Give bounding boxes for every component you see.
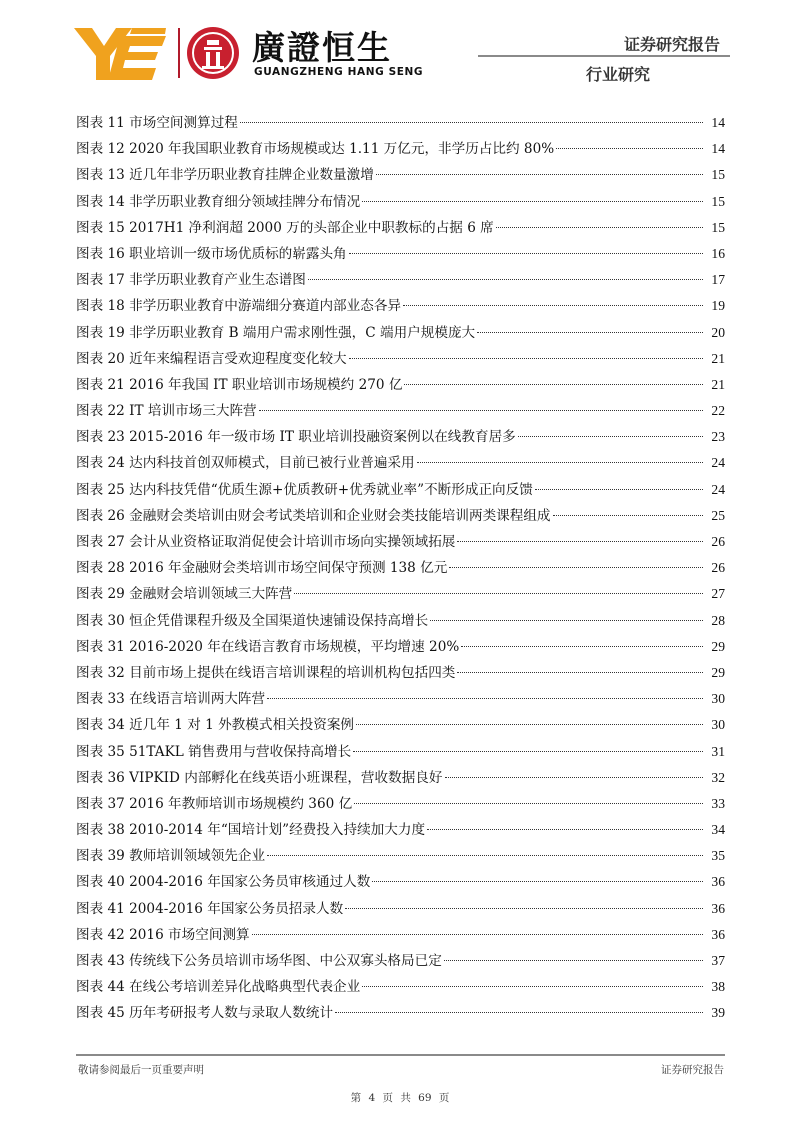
- toc-entry[interactable]: [76, 529, 725, 555]
- toc-entry-page: 26: [711, 560, 725, 576]
- toc-entry-page: 34: [711, 822, 725, 838]
- toc-entry-label: 图表 40 2004-2016 年国家公务员审核通过人数: [76, 874, 371, 891]
- toc-leader-dots: [553, 515, 703, 516]
- toc-leader-dots: [267, 855, 703, 856]
- toc-entry-label: 图表 13 近几年非学历职业教育挂牌企业数量激增: [76, 167, 374, 184]
- toc-entry-page: 29: [711, 638, 725, 654]
- toc-entry-label: 图表 27 会计从业资格证取消促使会计培训市场向实操领域拓展: [76, 534, 456, 550]
- toc-entry[interactable]: [76, 267, 725, 293]
- toc-entry-label: 图表 23 2015-2016 年一级市场 IT 职业培训投融资案例以在线教育居多: [76, 429, 516, 446]
- toc-leader-dots: [349, 358, 703, 359]
- toc-entry[interactable]: [76, 241, 725, 267]
- toc-entry[interactable]: [76, 581, 725, 607]
- page-number: 第 4 页 共 69 页: [350, 1092, 450, 1104]
- toc-entry-label: 图表 25 达内科技凭借“优质生源+优质教研+优秀就业率”不断形成正向反馈: [76, 481, 533, 498]
- toc-leader-dots: [417, 462, 703, 463]
- toc-entry-label: 图表 16 职业培训一级市场优质标的崭露头角: [76, 245, 347, 262]
- toc-entry[interactable]: [76, 320, 725, 346]
- toc-entry[interactable]: [76, 189, 725, 215]
- toc-entry-label: 图表 43 传统线下公务员培训市场华图、中公双寡头格局已定: [76, 953, 442, 969]
- toc-leader-dots: [259, 410, 703, 411]
- toc-leader-dots: [345, 908, 703, 909]
- toc-entry[interactable]: [76, 660, 725, 686]
- toc-entry[interactable]: [76, 739, 725, 765]
- toc-leader-dots: [430, 620, 703, 621]
- toc-entry-label: 图表 12 2020 年我国职业教育市场规模或达 1.11 万亿元，非学历占比约 80%: [76, 141, 555, 158]
- toc-entry-label: 图表 22 IT 培训市场三大阵营: [76, 403, 257, 420]
- toc-entry[interactable]: [76, 450, 725, 476]
- report-type: 证券研究报告: [623, 35, 720, 54]
- toc-entry-label: 图表 34 近几年 1 对 1 外教模式相关投资案例: [76, 717, 355, 734]
- brand-name-en: GUANGZHENG HANG SENG: [254, 66, 424, 78]
- toc-leader-dots: [518, 436, 703, 437]
- toc-entry[interactable]: [76, 503, 725, 529]
- footer-rule: [76, 1054, 725, 1056]
- toc-entry-label: 图表 20 近年来编程语言受欢迎程度变化较大: [76, 350, 347, 367]
- toc-entry[interactable]: [76, 424, 725, 450]
- toc-leader-dots: [449, 567, 703, 568]
- toc-entry[interactable]: [76, 215, 725, 241]
- toc-entry-label: 图表 28 2016 年金融财会类培训市场空间保守预测 138 亿元: [76, 560, 448, 577]
- gzhs-seal-icon: [186, 26, 240, 80]
- toc-entry[interactable]: [76, 110, 725, 136]
- toc-entry-page: 27: [711, 586, 725, 602]
- toc-entry-page: 24: [711, 481, 725, 497]
- toc-entry-label: 图表 29 金融财会培训领域三大阵营: [76, 586, 293, 603]
- footer-report-type: 证券研究报告: [661, 1064, 724, 1076]
- toc-entry-label: 图表 42 2016 市场空间测算: [76, 926, 250, 943]
- toc-entry-page: 39: [711, 1005, 725, 1021]
- toc-entry-page: 28: [711, 612, 725, 628]
- toc-entry-page: 30: [711, 691, 725, 707]
- toc-leader-dots: [294, 593, 703, 594]
- toc-entry-page: 33: [711, 795, 725, 811]
- toc-entry[interactable]: [76, 712, 725, 738]
- header-rule: [478, 55, 730, 57]
- toc-entry-page: 15: [711, 219, 725, 235]
- toc-entry[interactable]: [76, 843, 725, 869]
- toc-entry-label: 图表 30 恒企凭借课程升级及全国渠道快速铺设保持高增长: [76, 612, 429, 629]
- toc-entry-label: 图表 44 在线公考培训差异化战略典型代表企业: [76, 979, 361, 996]
- toc-entry[interactable]: [76, 162, 725, 188]
- toc-entry-page: 21: [711, 350, 725, 366]
- toc-leader-dots: [267, 698, 703, 699]
- logo-separator: [178, 28, 180, 78]
- toc-entry-page: 26: [711, 534, 725, 549]
- toc-entry-page: 31: [711, 743, 725, 759]
- toc-entry-page: 23: [711, 429, 725, 445]
- toc-entry-label: 图表 14 非学历职业教育细分领域挂牌分布情况: [76, 193, 361, 210]
- toc-leader-dots: [477, 332, 703, 333]
- toc-leader-dots: [362, 986, 703, 987]
- ye-logo-icon: [74, 24, 166, 82]
- toc-entry[interactable]: [76, 477, 725, 503]
- page-header: [0, 0, 800, 100]
- toc-leader-dots: [444, 960, 703, 961]
- toc-entry-page: 25: [711, 507, 725, 523]
- toc-leader-dots: [353, 751, 703, 752]
- toc-entry-page: 36: [711, 900, 725, 916]
- toc-leader-dots: [376, 174, 703, 175]
- toc-entry-label: 图表 36 VIPKID 内部孵化在线英语小班课程，营收数据良好: [76, 769, 443, 786]
- toc-entry-page: 30: [711, 717, 725, 733]
- toc-entry[interactable]: [76, 948, 725, 974]
- toc-leader-dots: [556, 148, 703, 149]
- toc-entry[interactable]: [76, 346, 725, 372]
- toc-leader-dots: [404, 384, 703, 385]
- toc-entry-page: 20: [711, 324, 725, 340]
- brand-name-cn: 廣證恒生: [252, 28, 392, 67]
- toc-entry-label: 图表 41 2004-2016 年国家公务员招录人数: [76, 900, 344, 917]
- toc-entry-label: 图表 45 历年考研报考人数与录取人数统计: [76, 1005, 334, 1022]
- toc-entry-page: 15: [711, 167, 725, 183]
- toc-entry-label: 图表 11 市场空间测算过程: [76, 115, 238, 131]
- toc-entry-page: 22: [711, 403, 725, 419]
- toc-leader-dots: [335, 1012, 703, 1013]
- toc-entry[interactable]: [76, 136, 725, 162]
- toc-entry-page: 21: [711, 376, 725, 392]
- toc-entry-page: 32: [711, 769, 725, 785]
- toc-entry[interactable]: [76, 372, 725, 398]
- toc-entry-label: 图表 26 金融财会类培训由财会考试类培训和企业财会类技能培训两类课程组成: [76, 507, 551, 524]
- toc-entry[interactable]: [76, 293, 725, 319]
- toc-leader-dots: [445, 777, 704, 778]
- toc-leader-dots: [427, 829, 703, 830]
- toc-entry-page: 36: [711, 874, 725, 890]
- toc-entry-label: 图表 32 目前市场上提供在线语言培训课程的培训机构包括四类: [76, 664, 456, 681]
- toc-entry-page: 17: [711, 272, 725, 288]
- toc-leader-dots: [372, 881, 703, 882]
- toc-entry-label: 图表 17 非学历职业教育产业生态谱图: [76, 272, 306, 289]
- toc-leader-dots: [354, 803, 703, 804]
- toc-leader-dots: [362, 201, 703, 202]
- toc-entry[interactable]: [76, 974, 725, 1000]
- footer-disclaimer: 敬请参阅最后一页重要声明: [78, 1064, 204, 1076]
- toc-entry-page: 16: [711, 245, 725, 261]
- toc-leader-dots: [308, 279, 703, 280]
- toc-entry-label: 图表 21 2016 年我国 IT 职业培训市场规模约 270 亿: [76, 376, 403, 393]
- toc-entry-page: 36: [711, 926, 725, 942]
- report-category: 行业研究: [585, 65, 650, 84]
- toc-entry-label: 图表 33 在线语言培训两大阵营: [76, 691, 266, 708]
- toc-entry-page: 38: [711, 979, 725, 995]
- toc-entry[interactable]: [76, 922, 725, 948]
- toc-entry-label: 图表 24 达内科技首创双师模式，目前已被行业普遍采用: [76, 455, 415, 472]
- toc-entry[interactable]: [76, 765, 725, 791]
- toc-leader-dots: [461, 646, 703, 647]
- toc-entry-label: 图表 31 2016-2020 年在线语言教育市场规模，平均增速 20%: [76, 638, 460, 655]
- toc-entry[interactable]: [76, 896, 725, 922]
- toc-entry-page: 29: [711, 664, 725, 680]
- toc-entry-label: 图表 39 教师培训领域领先企业: [76, 848, 266, 865]
- toc-leader-dots: [457, 541, 703, 542]
- toc-entry-page: 15: [711, 193, 725, 209]
- toc-leader-dots: [457, 672, 703, 673]
- toc-entry-label: 图表 37 2016 年教师培训市场规模约 360 亿: [76, 795, 353, 812]
- toc-entry[interactable]: [76, 686, 725, 712]
- toc-entry[interactable]: [76, 555, 725, 581]
- toc-leader-dots: [403, 305, 703, 306]
- toc-entry[interactable]: [76, 1000, 725, 1026]
- toc-entry-label: 图表 18 非学历职业教育中游端细分赛道内部业态各异: [76, 298, 402, 315]
- toc-entry-page: 37: [711, 953, 725, 968]
- toc-entry-page: 19: [711, 298, 725, 314]
- toc-leader-dots: [356, 724, 703, 725]
- toc-entry-label: 图表 19 非学历职业教育 B 端用户需求刚性强，C 端用户规模庞大: [76, 324, 476, 341]
- toc-entry[interactable]: [76, 608, 725, 634]
- toc-entry-label: 图表 38 2010-2014 年“国培计划”经费投入持续加大力度: [76, 822, 426, 839]
- toc-entry-page: 14: [711, 141, 725, 157]
- toc-entry-page: 24: [711, 455, 725, 471]
- toc-leader-dots: [535, 489, 703, 490]
- toc-entry-page: 14: [711, 115, 725, 130]
- toc-entry-label: 图表 35 51TAKL 销售费用与营收保持高增长: [76, 743, 352, 760]
- toc-entry-page: 35: [711, 848, 725, 864]
- toc-leader-dots: [496, 227, 703, 228]
- toc-entry-label: 图表 15 2017H1 净利润超 2000 万的头部企业中职教标的占据 6 席: [76, 219, 494, 236]
- toc-entry[interactable]: [76, 817, 725, 843]
- toc-entry[interactable]: [76, 869, 725, 895]
- toc-entry[interactable]: [76, 398, 725, 424]
- toc-entry[interactable]: [76, 791, 725, 817]
- toc-leader-dots: [349, 253, 703, 254]
- toc-entry[interactable]: [76, 634, 725, 660]
- figure-list: [76, 110, 725, 1027]
- toc-leader-dots: [252, 934, 703, 935]
- toc-leader-dots: [240, 122, 703, 123]
